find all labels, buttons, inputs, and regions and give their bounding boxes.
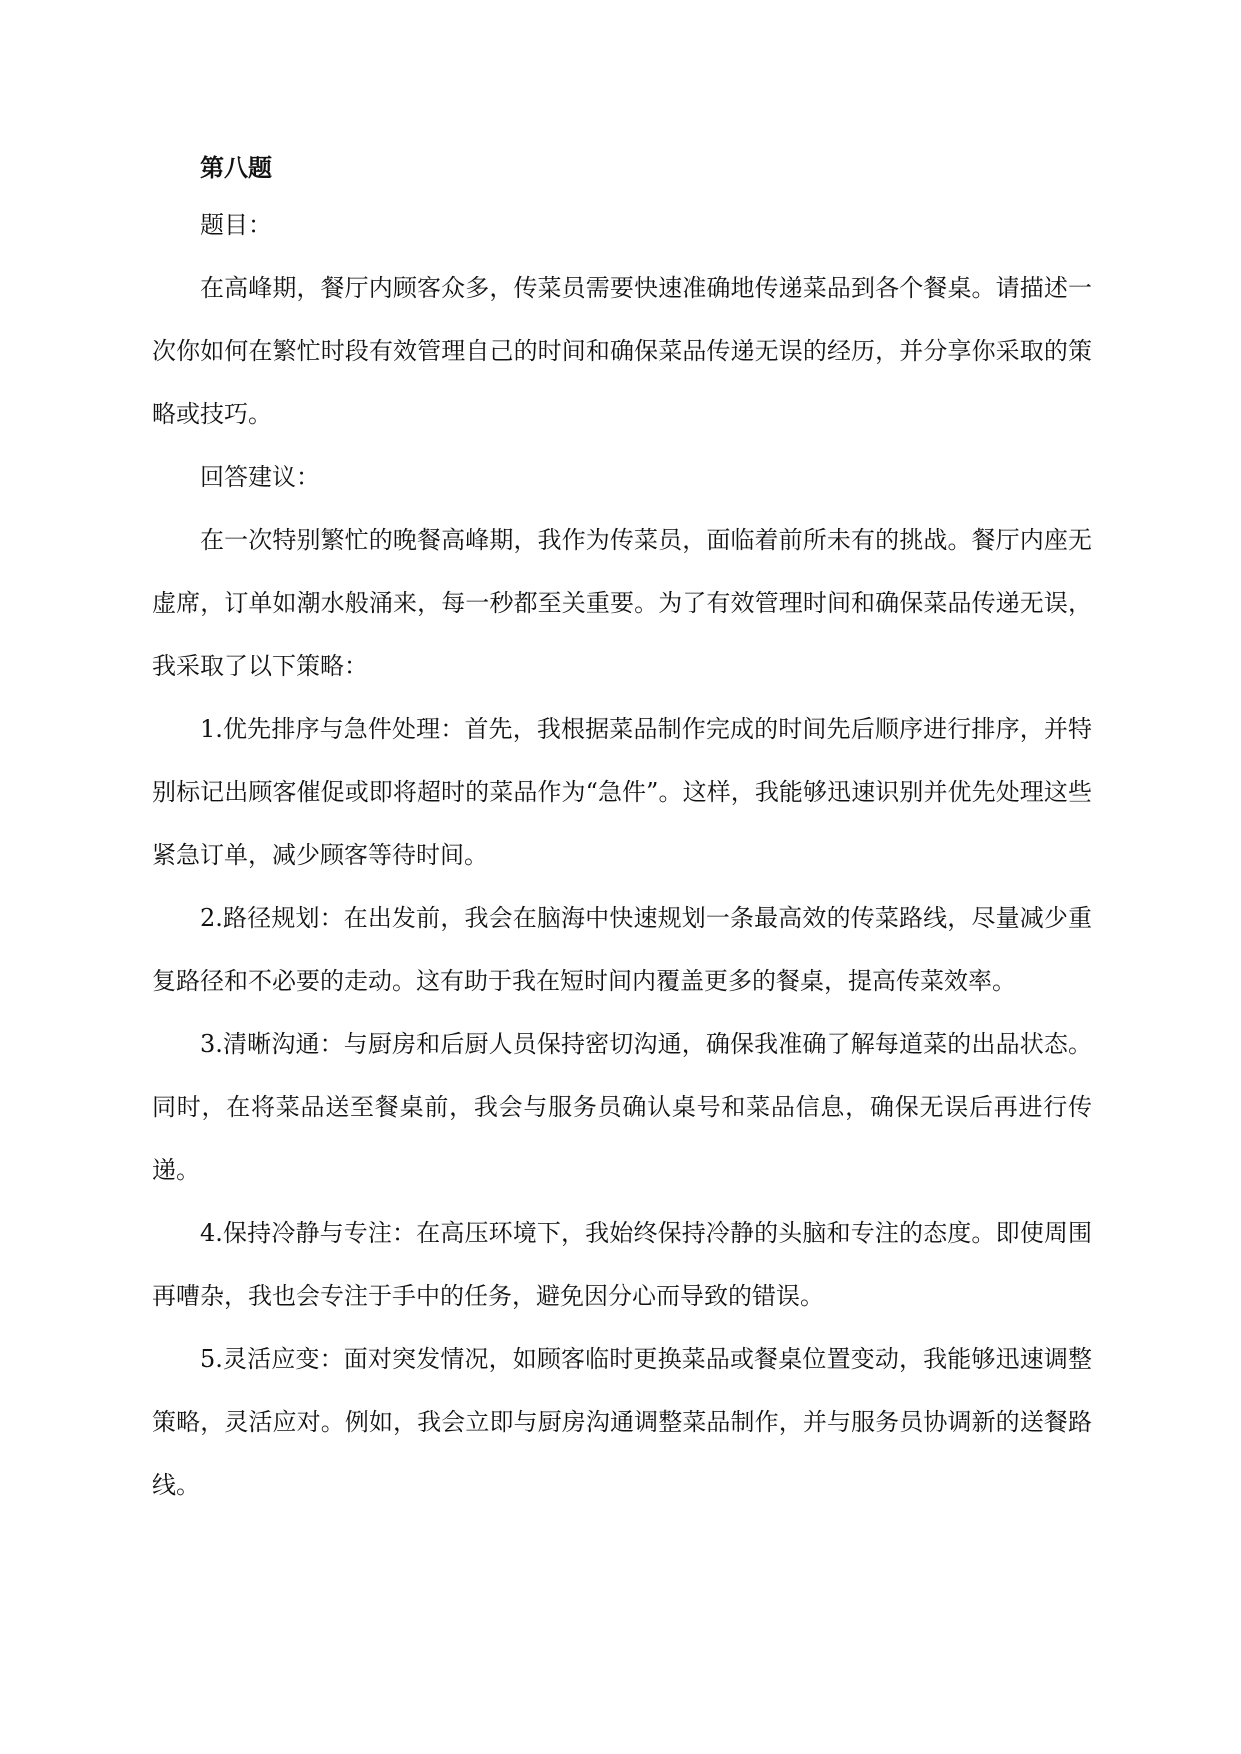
strategy-2: 2.路径规划：在出发前，我会在脑海中快速规划一条最高效的传菜路线，尽量减少重复路径和不必要的走动。这有助于我在短时间内覆盖更多的餐桌，提高传菜效率。 <box>152 904 1092 995</box>
strategy-4: 4.保持冷静与专注：在高压环境下，我始终保持冷静的头脑和专注的态度。即使周围再嘈杂，我也会专注于手中的任务，避免因分心而导致的错误。 <box>152 1219 1092 1310</box>
strategy-3: 3.清晰沟通：与厨房和后厨人员保持密切沟通，确保我准确了解每道菜的出品状态。同时，在将菜品送至餐桌前，我会与服务员确认桌号和菜品信息，确保无误后再进行传递。 <box>152 1030 1092 1184</box>
answer-label: 回答建议： <box>200 463 320 491</box>
strategy-5: 5.灵活应变：面对突发情况，如顾客临时更换菜品或餐桌位置变动，我能够迅速调整策略，灵活应对。例如，我会立即与厨房沟通调整菜品制作，并与服务员协调新的送餐路线。 <box>152 1345 1092 1499</box>
question-heading: 第八题 <box>200 154 272 182</box>
document-body <box>152 142 1092 1517</box>
strategy-1: 1.优先排序与急件处理：首先，我根据菜品制作完成的时间先后顺序进行排序，并特别标记出顾客催促或即将超时的菜品作为“急件”。这样，我能够迅速识别并优先处理这些紧急订单，减少顾客等待时间。 <box>152 715 1092 869</box>
question-text: 在高峰期，餐厅内顾客众多，传菜员需要快速准确地传递菜品到各个餐桌。请描述一次你如何在繁忙时段有效管理自己的时间和确保菜品传递无误的经历，并分享你采取的策略或技巧。 <box>152 274 1092 428</box>
answer-intro: 在一次特别繁忙的晚餐高峰期，我作为传菜员，面临着前所未有的挑战。餐厅内座无虚席，订单如潮水般涌来，每一秒都至关重要。为了有效管理时间和确保菜品传递无误，我采取了以下策略： <box>152 526 1092 680</box>
question-label: 题目： <box>200 211 272 239</box>
